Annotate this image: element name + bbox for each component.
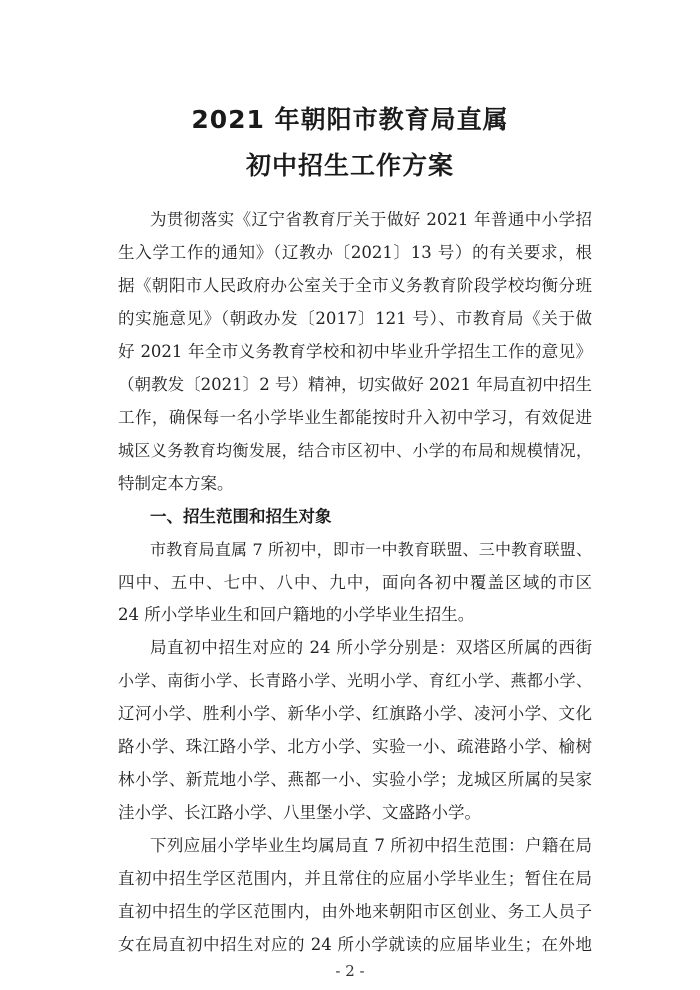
intro-line: 城区义务教育均衡发展，结合市区初中、小学的布局和规模情况， (118, 441, 592, 460)
intro-line: 的实施意见》（朝政办发〔2017〕121 号）、市教育局《关于做 (118, 309, 592, 328)
intro-line: （朝教发〔2021〕2 号）精神，切实做好 2021 年局直初中招生 (118, 375, 592, 394)
paragraph-line: 小学、南街小学、长青路小学、光明小学、育红小学、燕都小学、 (118, 671, 592, 690)
intro-line: 为贯彻落实《辽宁省教育厅关于做好 2021 年普通中小学招 (150, 210, 592, 229)
section-heading: 一、招生范围和招生对象 (150, 507, 332, 526)
paragraph-line: 洼小学、长江路小学、八里堡小学、文盛路小学。 (118, 803, 481, 822)
paragraph-line: 直初中招生学区范围内，并且常住的应届小学毕业生；暂住在局 (118, 869, 592, 888)
paragraph-line: 四中、五中、七中、八中、九中，面向各初中覆盖区域的市区 (118, 573, 592, 592)
paragraph-line: 路小学、珠江路小学、北方小学、实验一小、疏港路小学、榆树 (118, 737, 592, 756)
intro-line: 特制定本方案。 (118, 474, 234, 493)
paragraph-line: 下列应届小学毕业生均属局直 7 所初中招生范围：户籍在局 (150, 836, 592, 855)
paragraph-line: 女在局直初中招生对应的 24 所小学就读的应届毕业生；在外地 (118, 935, 592, 954)
paragraph-line: 辽河小学、胜利小学、新华小学、红旗路小学、凌河小学、文化 (118, 704, 592, 723)
intro-line: 工作，确保每一名小学毕业生都能按时升入初中学习，有效促进 (118, 408, 592, 427)
document-title-line-2: 初中招生工作方案 (245, 151, 454, 180)
intro-line: 生入学工作的通知》（辽教办〔2021〕13 号）的有关要求，根 (118, 243, 592, 262)
intro-line: 据《朝阳市人民政府办公室关于全市义务教育阶段学校均衡分班 (118, 276, 592, 295)
paragraph-line: 林小学、新荒地小学、燕都一小、实验小学；龙城区所属的吴家 (118, 770, 592, 789)
paragraph-line: 24 所小学毕业生和回户籍地的小学毕业生招生。 (118, 605, 475, 624)
paragraph-line: 局直初中招生对应的 24 所小学分别是：双塔区所属的西街 (150, 638, 592, 657)
paragraph-line: 直初中招生的学区范围内，由外地来朝阳市区创业、务工人员子 (118, 902, 592, 921)
paragraph-line: 市教育局直属 7 所初中，即市一中教育联盟、三中教育联盟、 (150, 540, 592, 559)
page-number: - 2 - (335, 962, 365, 980)
document-title-line-1: 2021 年朝阳市教育局直属 (191, 105, 509, 134)
intro-line: 好 2021 年全市义务教育学校和初中毕业升学招生工作的意见》 (118, 342, 592, 361)
